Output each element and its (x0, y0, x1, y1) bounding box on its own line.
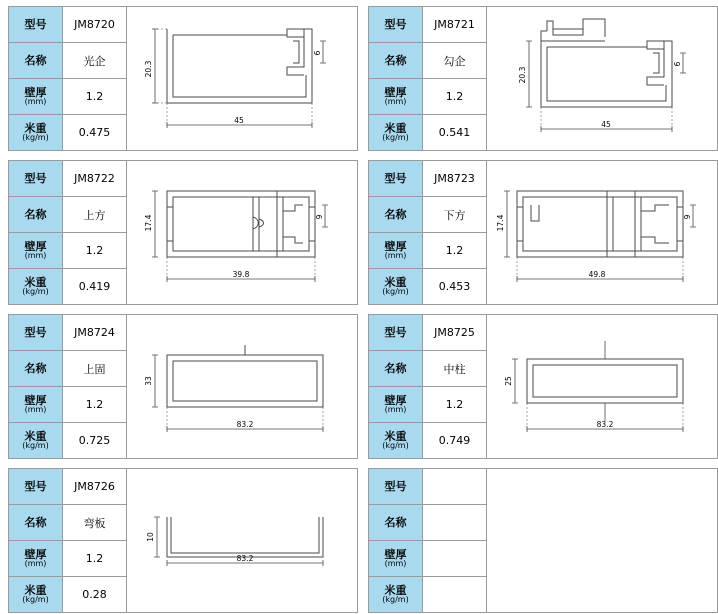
spec-row-name (9, 505, 126, 541)
profile-cell (368, 6, 718, 151)
profile-drawing (487, 315, 717, 458)
dim-height: 25 (504, 376, 513, 386)
profile-drawing-empty (487, 469, 717, 612)
spec-row-thickness (369, 541, 486, 577)
spec-row-weight (9, 115, 126, 150)
spec-row-weight (9, 423, 126, 458)
dim-height: 10 (146, 532, 155, 542)
label-name: 名称 (369, 351, 423, 386)
label-thickness: 壁厚 (mm) (9, 233, 63, 268)
label-weight: 米重 (kg/m) (9, 115, 63, 150)
dim-width: 45 (601, 120, 611, 129)
label-name: 名称 (9, 505, 63, 540)
spec-row-thickness (369, 79, 486, 115)
spec-row-weight (369, 423, 486, 458)
spec-row-thickness (9, 79, 126, 115)
spec-row-thickness (9, 387, 126, 423)
label-weight: 米重 (kg/m) (9, 423, 63, 458)
spec-row-thickness (9, 233, 126, 269)
value-name: 上固 (83, 362, 106, 376)
profile-drawing (127, 7, 357, 150)
dim-height: 20.3 (144, 60, 153, 78)
spec-table (9, 7, 127, 150)
spec-row-model (369, 315, 486, 351)
dim-width: 39.8 (232, 270, 250, 279)
value-weight: 0.475 (78, 126, 111, 139)
value-thickness: 1.2 (85, 244, 104, 257)
profile-cell (8, 160, 358, 305)
spec-table (369, 469, 487, 612)
value-weight: 0.541 (438, 126, 471, 139)
label-model: 型号 (9, 7, 63, 42)
spec-row-model (9, 315, 126, 351)
spec-row-model (9, 7, 126, 43)
label-weight: 米重 (kg/m) (369, 423, 423, 458)
label-thickness: 壁厚 (mm) (369, 541, 423, 576)
profile-drawing (487, 161, 717, 304)
label-name: 名称 (9, 197, 63, 232)
profile-cell (8, 468, 358, 613)
profile-drawing (487, 7, 717, 150)
label-thickness: 壁厚 (mm) (369, 387, 423, 422)
value-name: 弯板 (83, 516, 106, 530)
value-weight (423, 577, 486, 612)
value-name: 光企 (83, 54, 106, 68)
dim-height: 33 (144, 376, 153, 386)
label-name: 名称 (9, 351, 63, 386)
label-name: 名称 (369, 505, 423, 540)
profile-grid (8, 6, 710, 613)
spec-row-weight (9, 269, 126, 304)
label-thickness: 壁厚 (mm) (369, 79, 423, 114)
spec-row-thickness (9, 541, 126, 577)
profile-cell (368, 160, 718, 305)
spec-row-weight (369, 577, 486, 612)
dim-width: 83.2 (236, 554, 254, 563)
value-model: JM8721 (434, 18, 475, 31)
label-weight: 米重 (kg/m) (9, 269, 63, 304)
spec-table (9, 315, 127, 458)
dim-detail: 6 (313, 50, 322, 56)
label-thickness: 壁厚 (mm) (9, 79, 63, 114)
spec-row-name (9, 351, 126, 387)
value-model: JM8724 (74, 326, 115, 339)
label-model: 型号 (369, 469, 423, 504)
label-model: 型号 (9, 315, 63, 350)
profile-cell (368, 314, 718, 459)
dim-detail: 9 (315, 214, 324, 220)
spec-row-name (369, 43, 486, 79)
spec-row-weight (369, 269, 486, 304)
value-thickness: 1.2 (445, 244, 464, 257)
value-name: 下方 (443, 208, 466, 222)
label-weight: 米重 (kg/m) (369, 115, 423, 150)
label-model: 型号 (369, 7, 423, 42)
spec-row-model (9, 161, 126, 197)
profile-cell-empty (368, 468, 718, 613)
label-name: 名称 (369, 43, 423, 78)
spec-row-model (9, 469, 126, 505)
value-model: JM8723 (434, 172, 475, 185)
dim-detail: 6 (673, 61, 682, 67)
profile-cell (8, 314, 358, 459)
dim-detail: 9 (683, 214, 692, 220)
value-thickness: 1.2 (85, 552, 104, 565)
label-name: 名称 (9, 43, 63, 78)
value-name (423, 505, 486, 540)
label-thickness: 壁厚 (mm) (369, 233, 423, 268)
spec-row-name (9, 197, 126, 233)
label-weight: 米重 (kg/m) (369, 577, 423, 612)
value-name: 中柱 (443, 362, 466, 376)
value-model (423, 469, 486, 504)
label-thickness: 壁厚 (mm) (9, 387, 63, 422)
spec-row-name (369, 197, 486, 233)
profile-drawing (127, 161, 357, 304)
value-model: JM8726 (74, 480, 115, 493)
value-weight: 0.749 (438, 434, 471, 447)
value-weight: 0.725 (78, 434, 111, 447)
label-thickness: 壁厚 (mm) (9, 541, 63, 576)
value-weight: 0.419 (78, 280, 111, 293)
spec-table (369, 161, 487, 304)
spec-row-model (369, 161, 486, 197)
profile-drawing (127, 315, 357, 458)
value-model: JM8725 (434, 326, 475, 339)
value-name: 上方 (83, 208, 106, 222)
spec-row-thickness (369, 233, 486, 269)
dim-height: 17.4 (144, 214, 153, 232)
spec-row-model (369, 7, 486, 43)
value-weight: 0.453 (438, 280, 471, 293)
spec-row-name (369, 351, 486, 387)
spec-row-model (369, 469, 486, 505)
value-thickness: 1.2 (445, 90, 464, 103)
profile-cell (8, 6, 358, 151)
label-model: 型号 (9, 161, 63, 196)
dim-width: 49.8 (588, 270, 606, 279)
label-model: 型号 (9, 469, 63, 504)
label-weight: 米重 (kg/m) (369, 269, 423, 304)
value-name: 勾企 (443, 54, 466, 68)
spec-row-weight (369, 115, 486, 150)
label-model: 型号 (369, 315, 423, 350)
spec-row-weight (9, 577, 126, 612)
label-weight: 米重 (kg/m) (9, 577, 63, 612)
spec-table (369, 315, 487, 458)
value-model: JM8720 (74, 18, 115, 31)
spec-table (9, 161, 127, 304)
value-thickness: 1.2 (445, 398, 464, 411)
spec-row-name (9, 43, 126, 79)
spec-row-thickness (369, 387, 486, 423)
value-model: JM8722 (74, 172, 115, 185)
value-weight: 0.28 (82, 588, 107, 601)
value-thickness (423, 541, 486, 576)
label-name: 名称 (369, 197, 423, 232)
profile-drawing (127, 469, 357, 612)
spec-table (369, 7, 487, 150)
dim-width: 83.2 (236, 420, 254, 429)
dim-width: 45 (234, 116, 244, 125)
spec-table (9, 469, 127, 612)
dim-height: 17.4 (496, 214, 505, 232)
dim-width: 83.2 (596, 420, 614, 429)
value-thickness: 1.2 (85, 398, 104, 411)
value-thickness: 1.2 (85, 90, 104, 103)
spec-row-name (369, 505, 486, 541)
label-model: 型号 (369, 161, 423, 196)
dim-height: 20.3 (518, 66, 527, 84)
